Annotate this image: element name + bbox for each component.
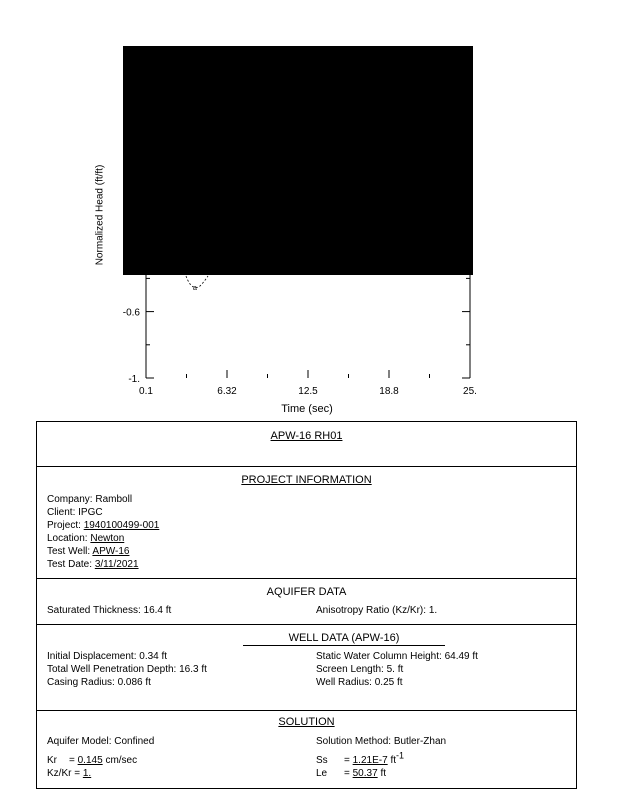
data-curve-fragment xyxy=(186,276,208,288)
x-tick-label: 6.32 xyxy=(217,386,237,397)
location-value: Newton xyxy=(90,533,125,544)
test-date-value: 3/11/2021 xyxy=(94,559,139,570)
report-title: APW-16 RH01 xyxy=(270,430,343,442)
anisotropy-ratio: Anisotropy Ratio (Kz/Kr): 1. xyxy=(316,605,438,616)
ss-value: 1.21E-7 xyxy=(352,755,388,766)
well-section xyxy=(37,625,576,711)
kzkr-row: Kz/Kr = 1. xyxy=(47,768,92,779)
static-water-column: Static Water Column Height: 64.49 ft xyxy=(316,651,478,662)
kr-row: Kr = 0.145 cm/sec xyxy=(47,755,138,766)
x-tick-label: 25. xyxy=(463,386,477,397)
company-value: Ramboll xyxy=(95,494,133,505)
saturated-thickness: Saturated Thickness: 16.4 ft xyxy=(47,605,172,616)
x-tick-label: 0.1 xyxy=(139,386,153,397)
x-axis-label: Time (sec) xyxy=(281,403,333,415)
y-tick-label: -0.6 xyxy=(122,307,140,319)
plot-obscured-region xyxy=(123,46,473,275)
title-section xyxy=(37,422,576,467)
aquifer-section xyxy=(37,579,576,625)
kzkr-value: 1. xyxy=(82,768,92,779)
casing-radius: Casing Radius: 0.086 ft xyxy=(47,677,151,688)
test-well-value: APW-16 xyxy=(92,546,130,557)
le-value: 50.37 xyxy=(352,768,378,779)
location-row: Location: Newton xyxy=(47,533,125,544)
test-well-row: Test Well: APW-16 xyxy=(47,546,130,557)
curve-label-fragment: a xyxy=(193,285,197,292)
project-section xyxy=(37,467,576,579)
solution-method: Solution Method: Butler-Zhan xyxy=(316,736,447,747)
initial-displacement: Initial Displacement: 0.34 ft xyxy=(47,651,168,662)
penetration-depth: Total Well Penetration Depth: 16.3 ft xyxy=(47,664,207,675)
client-row: Client: IPGC xyxy=(47,507,103,518)
company-row: Company: Ramboll xyxy=(47,494,133,505)
aquifer-model: Aquifer Model: Confined xyxy=(47,736,155,747)
solution-section xyxy=(37,711,576,789)
x-tick-label: 18.8 xyxy=(379,386,399,397)
project-header: PROJECT INFORMATION xyxy=(241,474,372,486)
project-row: Project: 1940100499-001 xyxy=(47,520,160,531)
solution-header: SOLUTION xyxy=(278,716,335,728)
ss-row: Ss = 1.21E-7 $ft^{-1}$ xyxy=(316,750,405,766)
x-tick-label: 12.5 xyxy=(298,386,318,397)
report-box xyxy=(36,421,577,789)
project-value: 1940100499-001 xyxy=(83,520,160,531)
client-value: IPGC xyxy=(78,507,103,518)
y-tick-label: -1. xyxy=(128,374,140,385)
le-row: Le = 50.37 ft xyxy=(316,768,386,779)
test-date-row: Test Date: 3/11/2021 xyxy=(47,559,139,570)
screen-length: Screen Length: 5. ft xyxy=(316,664,404,675)
aquifer-header: AQUIFER DATA xyxy=(266,586,347,598)
kr-value: 0.145 xyxy=(77,755,103,766)
well-header: WELL DATA (APW-16) xyxy=(243,632,445,646)
well-radius: Well Radius: 0.25 ft xyxy=(316,677,403,688)
